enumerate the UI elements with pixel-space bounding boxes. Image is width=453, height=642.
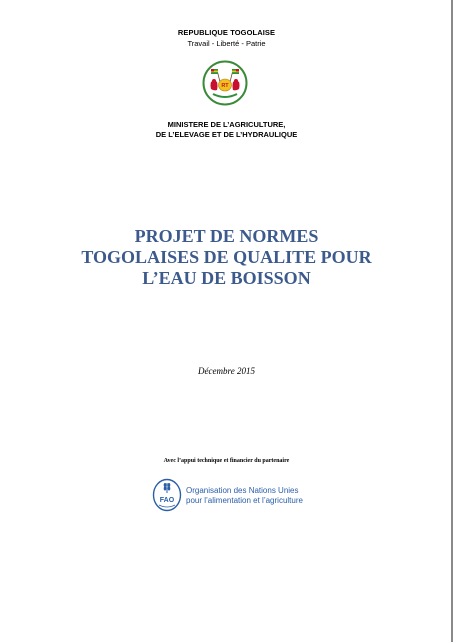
title-line-2: TOGOLAISES DE QUALITE POUR [81,247,372,267]
title-line-3: L’EAU DE BOISSON [142,268,311,288]
fao-acronym: FAO [159,497,175,504]
national-motto: Travail - Liberté - Patrie [187,39,266,48]
ministry-line-2: DE L’ELEVAGE ET DE L’HYDRAULIQUE [155,130,298,139]
partner-line-1: Organisation des Nations Unies [186,486,299,495]
fao-logo-icon [152,478,182,512]
ministry-name [0,120,453,140]
republic-name: REPUBLIQUE TOGOLAISE [177,28,276,37]
document-title [0,226,453,289]
partner-line-2: pour l’alimentation et l’agriculture [186,496,303,505]
document-date: Décembre 2015 [198,366,255,376]
togo-coat-of-arms-icon [202,60,248,106]
emblem-initials: RT [221,83,229,90]
title-line-1: PROJET DE NORMES [134,226,319,246]
partner-name [186,486,303,506]
ministry-line-1: MINISTERE DE L’AGRICULTURE, [167,120,286,129]
support-statement: Avec l’appui technique et financier du partenaire [163,458,290,464]
